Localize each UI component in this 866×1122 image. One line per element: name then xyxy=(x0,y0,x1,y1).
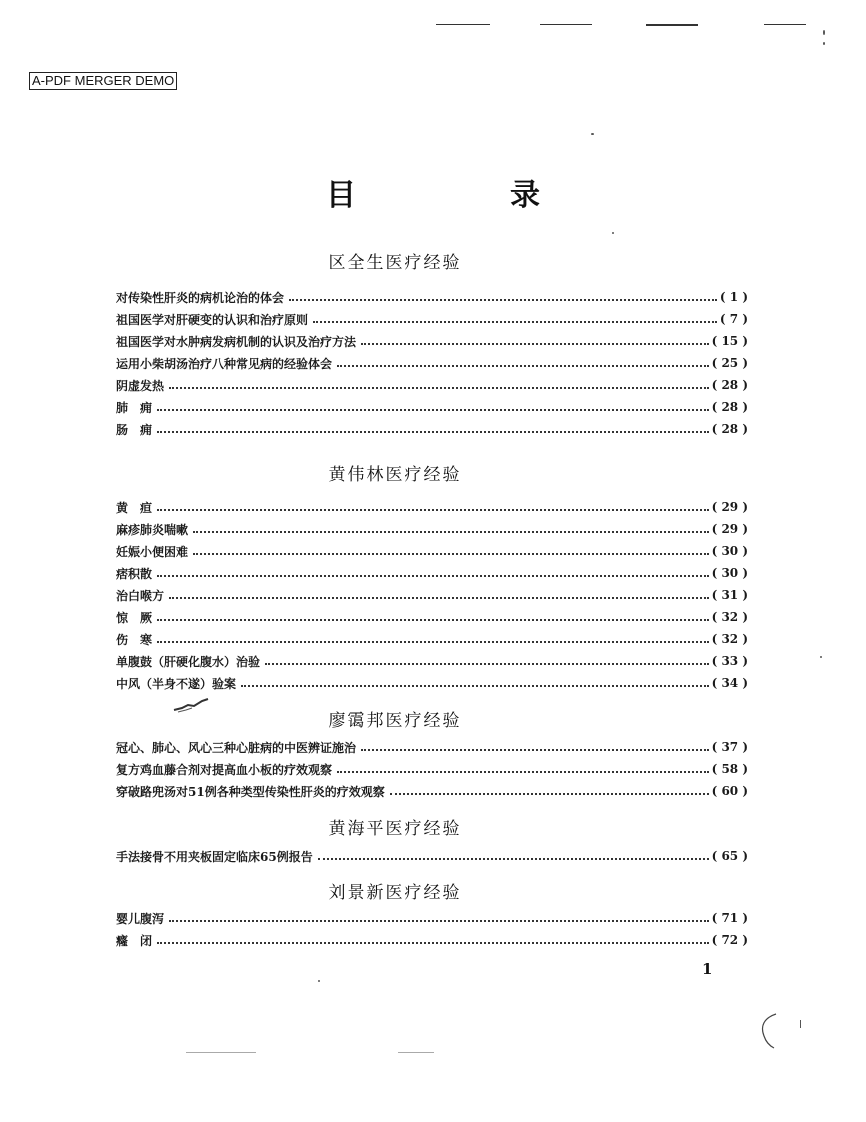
toc-entry[interactable] xyxy=(116,540,748,562)
scan-artifact-line xyxy=(398,1052,434,1053)
entry-page: ( 7 ) xyxy=(720,312,748,326)
entry-title: 痞积散 xyxy=(116,566,153,581)
toc-entry[interactable] xyxy=(116,845,748,867)
entry-title: 黄 疸 xyxy=(116,500,153,515)
scan-artifact-line xyxy=(540,24,592,25)
pdf-merger-watermark: A-PDF MERGER DEMO xyxy=(29,72,177,90)
entry-page: ( 25 ) xyxy=(712,356,748,370)
dot-leader xyxy=(169,597,709,599)
toc-title: 目 录 xyxy=(326,178,602,213)
toc-entry[interactable] xyxy=(116,286,748,308)
entry-page: ( 34 ) xyxy=(712,676,748,690)
toc-entry[interactable] xyxy=(116,374,748,396)
scan-speck xyxy=(591,133,594,135)
scan-speck xyxy=(823,42,825,45)
entry-title: 祖国医学对肝硬变的认识和治疗原则 xyxy=(116,312,309,327)
scan-speck xyxy=(612,232,614,234)
dot-leader xyxy=(193,553,709,555)
toc-entry[interactable] xyxy=(116,758,748,780)
toc-entry[interactable] xyxy=(116,650,748,672)
entry-title: 癃 闭 xyxy=(116,933,153,948)
dot-leader xyxy=(157,619,709,621)
dot-leader xyxy=(361,749,709,751)
dot-leader xyxy=(169,920,709,922)
entry-title: 麻疹肺炎喘嗽 xyxy=(116,522,189,537)
dot-leader xyxy=(337,771,709,773)
entry-page: ( 32 ) xyxy=(712,610,748,624)
toc-entry[interactable] xyxy=(116,396,748,418)
toc-entry[interactable] xyxy=(116,562,748,584)
toc-entry[interactable] xyxy=(116,672,748,694)
section-title: 黄海平医疗经验 xyxy=(328,819,462,839)
entry-title: 对传染性肝炎的病机论治的体会 xyxy=(116,290,285,305)
dot-leader xyxy=(390,793,709,795)
entry-page: ( 32 ) xyxy=(712,632,748,646)
section-title: 黄伟林医疗经验 xyxy=(328,465,462,485)
entry-title: 冠心、肺心、风心三种心脏病的中医辨证施治 xyxy=(116,740,357,755)
entry-page: ( 58 ) xyxy=(712,762,748,776)
entry-page: ( 31 ) xyxy=(712,588,748,602)
entry-title: 运用小柴胡汤治疗八种常见病的经验体会 xyxy=(116,356,333,371)
page-curl-mark xyxy=(758,1010,778,1050)
entry-page: ( 33 ) xyxy=(712,654,748,668)
dot-leader xyxy=(157,509,709,511)
entry-page: ( 37 ) xyxy=(712,740,748,754)
scan-speck xyxy=(820,656,822,658)
scan-speck xyxy=(318,980,320,982)
dot-leader xyxy=(157,431,709,433)
entry-page: ( 29 ) xyxy=(712,522,748,536)
entry-page: ( 71 ) xyxy=(712,911,748,925)
entry-page: ( 29 ) xyxy=(712,500,748,514)
toc-entry[interactable] xyxy=(116,584,748,606)
dot-leader xyxy=(157,409,709,411)
entry-page: ( 60 ) xyxy=(712,784,748,798)
toc-entry[interactable] xyxy=(116,518,748,540)
entry-title: 手法接骨不用夹板固定临床65例报告 xyxy=(116,849,313,864)
entry-page: ( 1 ) xyxy=(720,290,748,304)
entry-title: 治白喉方 xyxy=(116,588,165,603)
toc-entry[interactable] xyxy=(116,330,748,352)
toc-entry[interactable] xyxy=(116,736,748,758)
entry-title: 婴儿腹泻 xyxy=(116,911,165,926)
toc-entry[interactable] xyxy=(116,929,748,951)
page-number: 1 xyxy=(702,960,713,978)
entry-title: 惊 厥 xyxy=(116,610,153,625)
dot-leader xyxy=(157,641,709,643)
toc-entry[interactable] xyxy=(116,606,748,628)
entry-title: 穿破路兜汤对51例各种类型传染性肝炎的疗效观察 xyxy=(116,784,385,799)
scan-artifact-line xyxy=(764,24,806,25)
scan-artifact-line xyxy=(646,24,698,26)
section-title: 廖霭邦医疗经验 xyxy=(328,711,462,731)
toc-entry[interactable] xyxy=(116,308,748,330)
entry-page: ( 15 ) xyxy=(712,334,748,348)
toc-entry[interactable] xyxy=(116,780,748,802)
dot-leader xyxy=(193,531,709,533)
dot-leader xyxy=(318,858,709,860)
entry-page: ( 65 ) xyxy=(712,849,748,863)
toc-entry[interactable] xyxy=(116,907,748,929)
dot-leader xyxy=(289,299,717,301)
scan-speck xyxy=(823,30,825,35)
toc-entry[interactable] xyxy=(116,496,748,518)
toc-entry[interactable] xyxy=(116,628,748,650)
entry-title: 中风（半身不遂）验案 xyxy=(116,676,237,691)
dot-leader xyxy=(361,343,709,345)
section-title: 刘景新医疗经验 xyxy=(328,883,462,903)
section-title: 区全生医疗经验 xyxy=(328,253,462,273)
entry-page: ( 30 ) xyxy=(712,566,748,580)
dot-leader xyxy=(157,575,709,577)
entry-page: ( 72 ) xyxy=(712,933,748,947)
entry-title: 肺 痈 xyxy=(116,400,153,415)
entry-title: 肠 痈 xyxy=(116,422,153,437)
dot-leader xyxy=(265,663,709,665)
dot-leader xyxy=(337,365,709,367)
entry-page: ( 28 ) xyxy=(712,400,748,414)
dot-leader xyxy=(241,685,709,687)
entry-title: 祖国医学对水肿病发病机制的认识及治疗方法 xyxy=(116,334,357,349)
entry-title: 复方鸡血藤合剂对提高血小板的疗效观察 xyxy=(116,762,333,777)
dot-leader xyxy=(169,387,709,389)
entry-page: ( 30 ) xyxy=(712,544,748,558)
dot-leader xyxy=(313,321,717,323)
entry-page: ( 28 ) xyxy=(712,378,748,392)
scan-artifact-line xyxy=(186,1052,256,1053)
dot-leader xyxy=(157,942,709,944)
toc-entry[interactable] xyxy=(116,352,748,374)
entry-title: 伤 寒 xyxy=(116,632,153,647)
toc-entry[interactable] xyxy=(116,418,748,440)
scan-speck xyxy=(800,1020,801,1028)
entry-page: ( 28 ) xyxy=(712,422,748,436)
entry-title: 妊娠小便困难 xyxy=(116,544,189,559)
scan-artifact-line xyxy=(436,24,490,25)
entry-title: 单腹鼓（肝硬化腹水）治验 xyxy=(116,654,261,669)
entry-title: 阴虚发热 xyxy=(116,378,165,393)
